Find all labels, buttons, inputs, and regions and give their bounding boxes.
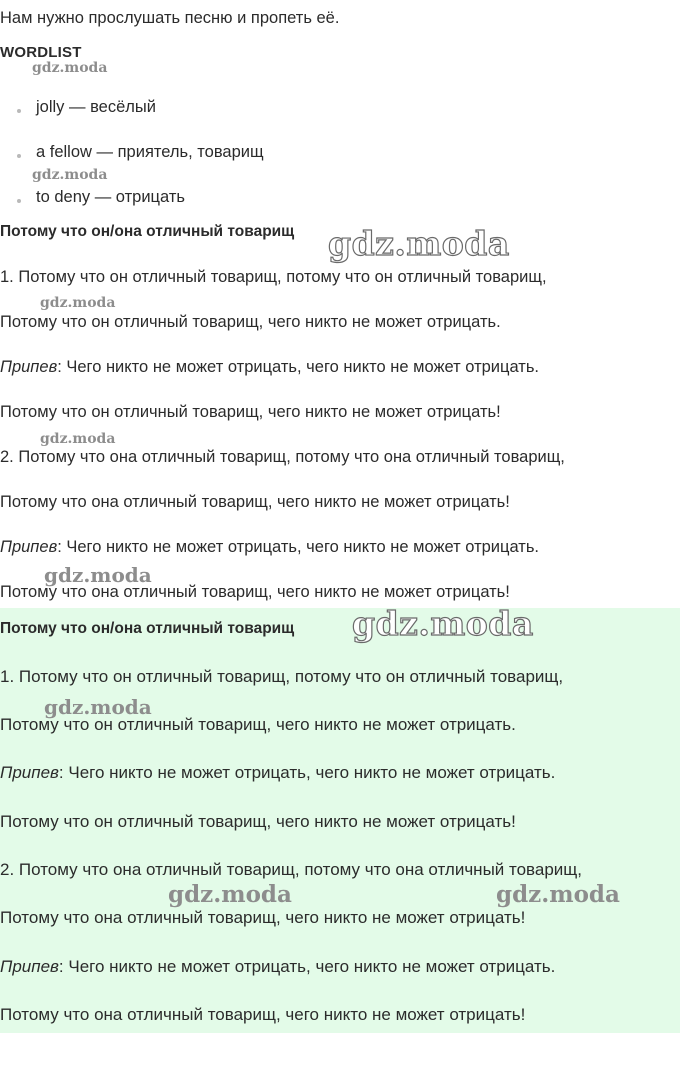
refrain-label: Припев — [0, 763, 59, 782]
wordlist-title: WORDLIST — [0, 44, 82, 61]
refrain-label: Припев — [0, 358, 58, 376]
wordlist-item: a fellow — приятель, товарищ — [36, 143, 264, 161]
refrain-line: Припев: Чего никто не может отрицать, чего никто не может отрицать. — [0, 957, 556, 976]
song-line: Потому что она отличный товарищ, чего никто не может отрицать! — [0, 493, 510, 511]
refrain-label: Припев — [0, 538, 58, 556]
bullet-icon — [17, 109, 21, 113]
refrain-text: Чего никто не может отрицать, чего никто не может отрицать. — [68, 763, 556, 782]
wordlist-item: to deny — отрицать — [36, 188, 185, 206]
watermark-logo: gdz.moda — [44, 563, 152, 587]
bullet-icon — [17, 154, 21, 158]
intro-text: Нам нужно прослушать песню и пропеть её. — [0, 9, 340, 27]
song-line: Потому что он отличный товарищ, чего никто не может отрицать! — [0, 812, 516, 831]
song-line: 2. Потому что она отличный товарищ, потому что она отличный товарищ, — [0, 860, 583, 879]
song-line: Потому что он отличный товарищ, чего никто не может отрицать. — [0, 313, 501, 331]
watermark-logo: gdz.moda — [40, 295, 116, 311]
song-line: 1. Потому что он отличный товарищ, потому что он отличный товарищ, — [0, 268, 547, 286]
song-heading: Потому что он/она отличный товарищ — [0, 620, 295, 637]
song-line: 2. Потому что она отличный товарищ, потому что она отличный товарищ, — [0, 448, 565, 466]
song-line: Потому что он отличный товарищ, чего никто не может отрицать. — [0, 715, 516, 734]
wordlist-item: jolly — весёлый — [36, 98, 156, 116]
watermark-logo: gdz.moda — [352, 604, 534, 643]
song-heading: Потому что он/она отличный товарищ — [0, 223, 295, 240]
refrain-line: Припев: Чего никто не может отрицать, чего никто не может отрицать. — [0, 763, 556, 782]
refrain-line: Припев: Чего никто не может отрицать, чего никто не может отрицать. — [0, 358, 540, 376]
refrain-text: Чего никто не может отрицать, чего никто не может отрицать. — [66, 358, 540, 376]
watermark-logo: gdz.moda — [168, 881, 292, 908]
song-line: Потому что она отличный товарищ, чего никто не может отрицать! — [0, 1005, 526, 1024]
watermark-logo: gdz.moda — [328, 224, 510, 263]
song-line: Потому что она отличный товарищ, чего никто не может отрицать! — [0, 908, 526, 927]
song-line: Потому что она отличный товарищ, чего никто не может отрицать! — [0, 583, 510, 601]
song-line: Потому что он отличный товарищ, чего никто не может отрицать! — [0, 403, 501, 421]
refrain-text: Чего никто не может отрицать, чего никто не может отрицать. — [66, 538, 540, 556]
refrain-line: Припев: Чего никто не может отрицать, чего никто не может отрицать. — [0, 538, 540, 556]
bullet-icon — [17, 199, 21, 203]
refrain-label: Припев — [0, 957, 59, 976]
refrain-text: Чего никто не может отрицать, чего никто не может отрицать. — [68, 957, 556, 976]
watermark-logo: gdz.moda — [40, 431, 116, 447]
watermark-logo: gdz.moda — [32, 60, 108, 76]
watermark-logo: gdz.moda — [32, 167, 108, 183]
watermark-logo: gdz.moda — [496, 881, 620, 908]
song-line: 1. Потому что он отличный товарищ, потому что он отличный товарищ, — [0, 667, 564, 686]
watermark-logo: gdz.moda — [44, 695, 152, 719]
